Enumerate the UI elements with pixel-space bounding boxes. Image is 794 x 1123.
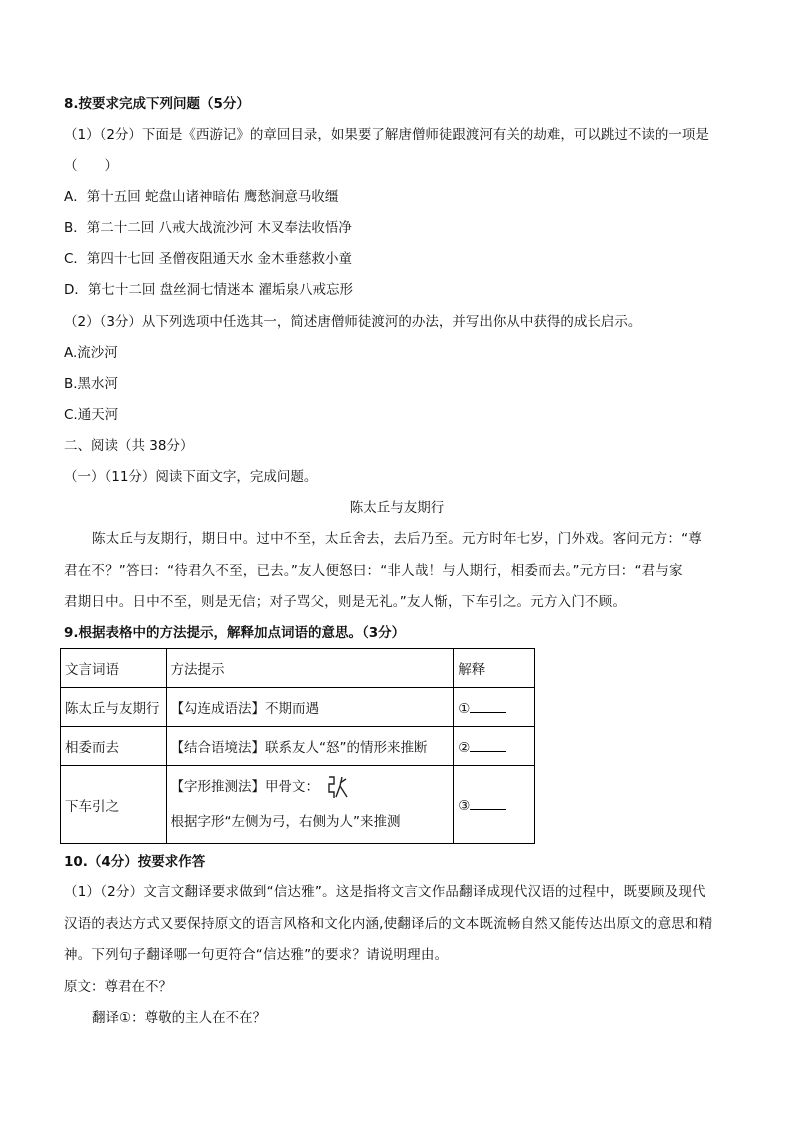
answer-mark: ③: [458, 798, 471, 814]
q10-sub1-line: 神。下列句子翻译哪一句更符合“信达雅”的要求？请说明理由。: [64, 947, 449, 963]
answer-blank: [470, 795, 506, 810]
q8-option-b: B．第二十二回 八戒大战流沙河 木叉奉法收悟净: [64, 220, 352, 236]
answer-mark: ①: [458, 700, 471, 717]
q8-choice-c: C.通天河: [64, 407, 119, 423]
passage-line: 君期日中。日中不至，则是无信；对子骂父，则是无礼。”友人惭，下车引之。元方入门不顾。: [64, 594, 627, 610]
q8-title: 8.按要求完成下列问题（5分）: [64, 96, 250, 112]
header-word: 文言词语: [61, 649, 167, 688]
row-word: 相委而去: [61, 727, 167, 766]
section2-part1: （一）（11分）阅读下面文字，完成问题。: [64, 469, 318, 485]
row-answer: [454, 727, 535, 766]
q8-sub1: （1）（2分）下面是《西游记》的章回目录，如果要了解唐僧师徒跟渡河有关的劫难，可以跳过不读的一项是: [64, 127, 709, 143]
header-answer: 解释: [454, 649, 535, 688]
q10-sub1: [64, 877, 734, 972]
header-hint: 方法提示: [166, 649, 454, 688]
q10-sub1-line: （1）（2分）文言文翻译要求做到“信达雅”。这是指将文言文作品翻译成现代汉语的过程中，既要顾及现代: [64, 884, 706, 900]
q8-sub1-paren: （ ）: [64, 158, 118, 174]
table-header-row: [61, 649, 535, 688]
q10-sub1-line: 汉语的表达方式又要保持原文的语言风格和文化内涵,使翻译后的文本既流畅自然又能传达出原文的意思和精: [64, 915, 713, 932]
passage-line: 君在不？”答曰：“待君久不至，已去。”友人便怒曰：“非人哉！与人期行，相委而去。”元方曰：“君与家: [64, 562, 683, 579]
passage-body: [64, 524, 734, 619]
row-word: 下车引之: [61, 766, 167, 844]
answer-mark: ②: [458, 739, 471, 756]
q8-option-c: C．第四十七回 圣僧夜阻通天水 金木垂慈救小童: [64, 251, 353, 267]
row-hint-2: 根据字形“左侧为弓，右侧为人”来推测: [170, 814, 401, 830]
answer-blank: [470, 737, 506, 752]
section2-title: 二、阅读（共 38分）: [64, 438, 194, 454]
q9-title: 9.根据表格中的方法提示，解释加点词语的意思。（3分）: [64, 625, 406, 641]
table-row: [61, 766, 535, 844]
passage-title: 陈太丘与友期行: [349, 500, 445, 516]
row-hint: 【字形推测法】甲骨文：: [170, 779, 320, 795]
q8-choice-b: B.黑水河: [64, 376, 119, 392]
passage-line: 陈太丘与友期行，期日中。过中不至，太丘舍去，去后乃至。元方时年七岁，门外戏。客问元方：“尊: [92, 531, 702, 547]
q8-choice-a: A.流沙河: [64, 345, 118, 361]
q8-option-d: D．第七十二回 盘丝洞七情迷本 濯垢泉八戒忘形: [64, 282, 353, 298]
row-answer: [454, 766, 535, 844]
row-hint-line: [171, 774, 450, 809]
table-row: [61, 688, 535, 727]
table-row: [61, 727, 535, 766]
row-answer: [454, 688, 535, 727]
q8-option-a: A．第十五回 蛇盘山诸神暗佑 鹰愁涧意马收缰: [64, 189, 339, 205]
q10-translation-1: 翻译①：尊敬的主人在不在？: [92, 1010, 267, 1026]
row-hint: 【结合语境法】联系友人“怒”的情形来推断: [166, 727, 454, 766]
q9-table: [60, 648, 535, 844]
row-hint-cell: [166, 766, 454, 844]
q8-sub2: （2）（3分）从下列选项中任选其一，简述唐僧师徒渡河的办法，并写出你从中获得的成长启示。: [64, 314, 642, 330]
q10-title: 10.（4分）按要求作答: [64, 854, 206, 870]
q10-original: 原文：尊君在不？: [64, 979, 172, 995]
answer-blank: [470, 698, 506, 713]
row-hint: 【勾连成语法】不期而遇: [166, 688, 454, 727]
row-word: 陈太丘与友期行: [61, 688, 167, 727]
oracle-bone-glyph-icon: [325, 774, 351, 809]
